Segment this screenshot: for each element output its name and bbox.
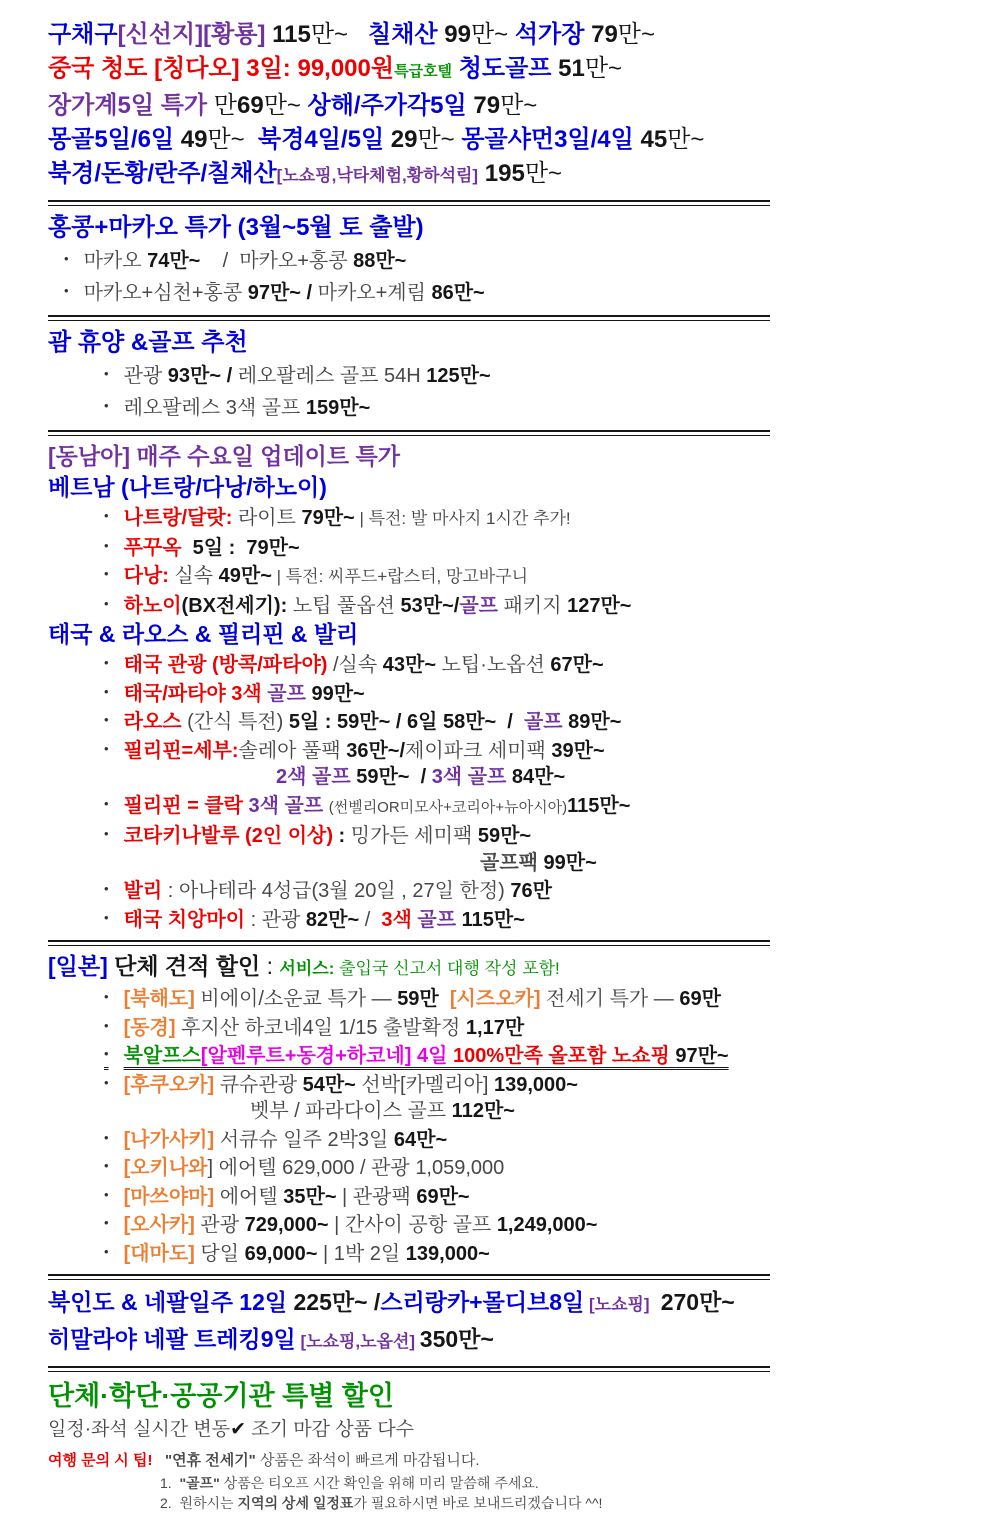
text-segment: 35만~ bbox=[283, 1185, 337, 1208]
bullet-icon: • bbox=[104, 712, 109, 727]
deal-line bbox=[48, 359, 992, 391]
text-segment: 몽골샤먼3일/4일 bbox=[454, 126, 634, 153]
text-segment: 67만~ bbox=[550, 654, 604, 676]
text-segment: : bbox=[162, 880, 179, 902]
text-segment: 일정·좌석 실시간 변동 bbox=[48, 1419, 231, 1440]
section-guam bbox=[48, 326, 992, 423]
text-segment: 상품은 티오프 시간 확인을 위해 미리 말씀해 주세요. bbox=[219, 1475, 539, 1491]
text-segment: 몽골5일/6일 bbox=[48, 126, 175, 153]
flyer-document bbox=[48, 18, 992, 1513]
text-segment: 53만~ bbox=[400, 594, 454, 617]
text-segment: 여행 문의 시 팁! bbox=[48, 1452, 153, 1469]
text-segment: 전세기 특가 — bbox=[540, 988, 680, 1010]
text-segment: 태국 치앙마이 bbox=[123, 908, 246, 931]
deal-line-continued bbox=[48, 1098, 992, 1125]
text-segment: 다낭: bbox=[123, 565, 169, 587]
bullet-icon: • bbox=[104, 909, 109, 925]
text-segment: 82만~ bbox=[305, 908, 360, 931]
text-segment: 홍콩+마카오 특가 (3월~5월 토 출발) bbox=[48, 214, 424, 241]
text-segment: 관광 bbox=[123, 365, 168, 387]
text-segment: 라오스 bbox=[123, 711, 182, 733]
section-divider bbox=[48, 940, 770, 946]
text-segment: 3색 bbox=[381, 908, 412, 931]
deal-line bbox=[48, 561, 992, 591]
bullet-icon: • bbox=[104, 826, 109, 841]
text-segment: 69 bbox=[236, 92, 264, 119]
text-segment: 69만~ bbox=[416, 1185, 470, 1208]
section-header bbox=[48, 472, 992, 503]
text-segment: [노쇼핑,노옵션] bbox=[295, 1332, 420, 1351]
text-segment: 만~ bbox=[617, 21, 655, 48]
text-segment: [마쓰야마] bbox=[123, 1185, 215, 1208]
deal-line bbox=[48, 276, 992, 308]
text-segment: 만~ bbox=[667, 126, 705, 153]
text-segment: 선박[카멜리아] bbox=[355, 1073, 494, 1096]
text-segment: [동남아] 매주 수요일 업데이트 특가 bbox=[48, 443, 400, 469]
bullet-icon: • bbox=[104, 683, 109, 699]
section-divider bbox=[48, 430, 770, 436]
text-segment: 지역의 상세 일정표 bbox=[237, 1495, 354, 1511]
bullet-icon: • bbox=[64, 251, 69, 266]
bullet-icon: • bbox=[104, 740, 109, 756]
text-segment: 195 bbox=[478, 160, 525, 187]
bullet-icon: • bbox=[64, 283, 69, 298]
text-segment: 마카오+심천+홍콩 bbox=[83, 282, 248, 304]
deal-line bbox=[48, 650, 992, 679]
text-segment: 79 bbox=[466, 92, 501, 119]
bullet-icon: • bbox=[104, 1158, 109, 1173]
section-divider bbox=[48, 1366, 770, 1372]
text-segment: 칠채산 bbox=[348, 21, 438, 48]
text-segment: [노쇼핑,낙타체험,황하석림] bbox=[276, 166, 479, 185]
text-segment: 가 필요하시면 바로 보내드리겠습니다 ^^! bbox=[353, 1495, 603, 1511]
text-segment: | 간사이 공항 골프 bbox=[328, 1214, 497, 1236]
text-segment: 97만~ / bbox=[247, 282, 318, 304]
deal-line bbox=[48, 679, 992, 708]
text-segment: [후쿠오카] bbox=[123, 1073, 215, 1096]
text-segment: 만~ bbox=[500, 92, 538, 119]
text-segment: 97만~ bbox=[675, 1045, 729, 1067]
text-segment: 밍가든 세미팩 bbox=[350, 825, 478, 847]
deal-line bbox=[48, 905, 992, 934]
bullet-icon: • bbox=[104, 566, 109, 581]
text-segment: 99만~ bbox=[311, 682, 365, 705]
text-segment: 139,000~ bbox=[405, 1242, 490, 1265]
text-segment: 729,000~ bbox=[244, 1214, 329, 1236]
section-header bbox=[48, 1377, 992, 1415]
deal-line bbox=[48, 503, 992, 533]
deal-line bbox=[48, 1125, 992, 1154]
tip-item bbox=[48, 1473, 992, 1493]
text-segment: 태국 & 라오스 & 필리핀 & 발리 bbox=[48, 621, 359, 647]
text-segment: 59만~ bbox=[356, 766, 410, 788]
deal-line bbox=[48, 89, 992, 123]
text-segment: 139,000~ bbox=[493, 1073, 578, 1096]
text-segment: 아나테라 4성급(3월 20일 , 27일 한정) bbox=[178, 880, 511, 902]
text-segment: [대마도] bbox=[123, 1242, 195, 1265]
text-segment: 단체·학단·공공기관 특별 할인 bbox=[48, 1381, 394, 1411]
text-segment: : bbox=[266, 953, 280, 979]
text-segment: 골프 bbox=[261, 682, 312, 705]
text-segment: 특급호텔 bbox=[394, 63, 453, 80]
text-segment: 비에이/소운쿄 특가 — bbox=[194, 988, 398, 1010]
text-segment: | 특전: 발 마사지 1시간 추가! bbox=[354, 509, 571, 528]
text-segment: 후지산 하코네4일 1/15 출발확정 bbox=[175, 1016, 466, 1039]
text-segment: 112만~ bbox=[451, 1100, 515, 1122]
text-segment: 59만~ bbox=[477, 825, 532, 847]
deal-line bbox=[48, 533, 992, 562]
section-divider bbox=[48, 200, 770, 206]
bullet-icon: • bbox=[104, 795, 109, 811]
text-segment: 만~ bbox=[207, 126, 245, 153]
text-segment: 만~ bbox=[310, 21, 349, 48]
bullet-icon: • bbox=[104, 366, 109, 381]
text-segment: [노쇼핑] bbox=[584, 1295, 655, 1314]
text-segment: 레오팔레스 3색 골프 bbox=[123, 397, 306, 419]
text-segment: 3색 골프 bbox=[431, 766, 512, 788]
text-segment: 36만~ bbox=[346, 739, 400, 762]
text-segment: 북알프스 bbox=[123, 1045, 201, 1067]
deal-line bbox=[48, 18, 992, 52]
text-segment: 99만~ bbox=[543, 851, 597, 874]
text-segment: / bbox=[409, 766, 432, 788]
bullet-icon: • bbox=[104, 655, 109, 670]
bullet-icon: • bbox=[104, 508, 109, 523]
section-divider bbox=[48, 315, 770, 321]
deal-line bbox=[48, 123, 992, 157]
text-segment: 59만 bbox=[397, 988, 439, 1010]
text-segment: 49만~ bbox=[218, 565, 272, 587]
text-segment: 라이트 bbox=[232, 507, 302, 529]
text-segment: 79 bbox=[584, 21, 618, 48]
text-segment: | 특전: 씨푸드+랍스터, 망고바구니 bbox=[271, 567, 529, 586]
text-segment bbox=[439, 988, 450, 1010]
deal-line bbox=[48, 984, 992, 1013]
text-segment: | 관광팩 bbox=[336, 1185, 417, 1208]
text-segment: 필리핀 = 클락 bbox=[123, 794, 249, 817]
text-segment: 89만~ bbox=[562, 711, 622, 733]
text-segment: 푸꾸옥 bbox=[123, 536, 182, 559]
section-header bbox=[48, 619, 992, 650]
deal-line bbox=[48, 1285, 992, 1322]
text-segment: : 관광 bbox=[245, 908, 306, 931]
text-segment: 159만~ bbox=[305, 397, 371, 419]
text-segment: 구채구 bbox=[48, 21, 118, 48]
text-segment: 마카오+계림 bbox=[317, 282, 432, 304]
text-segment: 중국 청도 [칭다오] 3일: 99,000원 bbox=[48, 55, 395, 82]
text-segment: 125만~ bbox=[426, 365, 491, 387]
text-segment: 북경4일/5일 bbox=[244, 126, 385, 153]
text-segment: 관광 bbox=[194, 1214, 245, 1236]
text-segment: 태국 관광 (방콕/파타야) bbox=[123, 654, 328, 676]
deal-line bbox=[48, 1070, 992, 1099]
text-segment: 1. bbox=[160, 1475, 180, 1491]
text-segment: 79만~ bbox=[301, 507, 355, 529]
text-segment: 노팁·노옵션 bbox=[436, 654, 551, 676]
text-segment: 1,17만 bbox=[465, 1016, 525, 1039]
text-segment: 골프 bbox=[459, 594, 498, 617]
text-segment: 석가장 bbox=[508, 21, 585, 48]
deal-line bbox=[48, 1041, 992, 1070]
text-segment: [동경] bbox=[123, 1016, 176, 1039]
text-segment: 69만 bbox=[679, 988, 721, 1010]
text-segment: 270만~ bbox=[654, 1289, 735, 1315]
section-header bbox=[48, 211, 992, 244]
section-china-mongolia-deals bbox=[48, 18, 992, 193]
text-segment: 당일 bbox=[194, 1242, 245, 1265]
text-segment: 만~ bbox=[417, 126, 455, 153]
text-segment: 패키지 bbox=[498, 594, 568, 617]
text-segment: 레오팔레스 골프 54H bbox=[237, 365, 427, 387]
deal-line-continued bbox=[48, 764, 992, 791]
text-segment: [북해도] bbox=[123, 988, 195, 1010]
text-segment: 골프 bbox=[523, 711, 563, 733]
text-segment: 127만~ bbox=[567, 594, 632, 617]
text-segment: [일본] bbox=[48, 953, 108, 979]
section-india-nepal bbox=[48, 1285, 992, 1359]
section-hongkong-macau bbox=[48, 211, 992, 308]
text-segment: 장가계5일 특가 bbox=[48, 92, 208, 119]
text-segment: 만~ bbox=[470, 21, 509, 48]
deal-line bbox=[48, 1182, 992, 1211]
bullet-icon: • bbox=[104, 398, 109, 413]
text-segment: 5일 : 59만~ / 6일 58만~ / bbox=[288, 711, 524, 733]
subtitle-line bbox=[48, 1415, 992, 1444]
text-segment: 북인도 & 네팔일주 12일 bbox=[48, 1289, 288, 1315]
text-segment: / bbox=[399, 739, 406, 762]
text-segment: 발리 bbox=[123, 880, 163, 902]
text-segment: 북경/돈황/란주/칠채산 bbox=[48, 160, 277, 187]
text-segment: 원하시는 bbox=[179, 1495, 238, 1511]
text-segment: 115만~ bbox=[461, 908, 525, 931]
text-segment: ] bbox=[207, 1157, 214, 1179]
text-segment: : bbox=[333, 825, 351, 847]
text-segment: 골프팩 bbox=[480, 851, 544, 874]
text-segment: 조기 마감 상품 다수 bbox=[246, 1419, 414, 1440]
text-segment: 단체 견적 할인 bbox=[107, 953, 267, 979]
text-segment: 2. bbox=[160, 1495, 180, 1511]
text-segment: 49 bbox=[174, 126, 208, 153]
text-segment: / bbox=[453, 594, 460, 617]
bullet-icon: • bbox=[104, 989, 109, 1004]
text-segment: 하노이 bbox=[123, 594, 182, 617]
text-segment: 88만~ bbox=[353, 250, 407, 272]
text-segment: 노팁 풀옵션 bbox=[287, 594, 401, 617]
text-segment: [시즈오카] bbox=[449, 988, 541, 1010]
text-segment: 51 bbox=[551, 55, 585, 82]
section-southeast-asia bbox=[48, 441, 992, 933]
text-segment: (간식 특전) bbox=[181, 711, 289, 733]
text-segment: 만~ bbox=[263, 92, 301, 119]
tip-item bbox=[48, 1493, 992, 1513]
text-segment: 76만 bbox=[510, 880, 552, 902]
text-segment: 솔레아 풀팩 bbox=[238, 739, 347, 762]
text-segment: [알펜루트+동경+하코네] 4일 bbox=[200, 1045, 453, 1067]
text-segment: 69,000~ bbox=[244, 1242, 318, 1265]
bullet-icon: • bbox=[104, 537, 109, 553]
text-segment: 100%만족 올포함 노쇼핑 bbox=[452, 1045, 676, 1067]
text-segment: "골프" bbox=[179, 1475, 220, 1491]
text-segment: 만~ bbox=[524, 160, 563, 187]
deal-line bbox=[48, 1013, 992, 1042]
text-segment: [신선지][황룡] bbox=[117, 21, 266, 48]
deal-line-continued bbox=[48, 850, 992, 877]
bullet-icon: • bbox=[104, 1186, 109, 1202]
text-segment: 2색 골프 bbox=[276, 766, 357, 788]
bullet-icon: • bbox=[104, 1215, 109, 1230]
text-segment: 큐슈관광 bbox=[214, 1073, 303, 1096]
deal-line bbox=[48, 1210, 992, 1239]
text-segment: 225만~ bbox=[287, 1289, 368, 1315]
bullet-icon: • bbox=[104, 1046, 109, 1061]
text-segment: 115만~ bbox=[567, 794, 631, 817]
text-segment: 코타키나발루 (2인 이상) bbox=[123, 825, 333, 847]
text-segment: 43만~ bbox=[382, 654, 436, 676]
text-segment: 1,249,000~ bbox=[496, 1214, 598, 1236]
text-segment: [오키나와 bbox=[123, 1157, 208, 1179]
text-segment: 39만~ bbox=[551, 739, 605, 762]
text-segment: 상해/주가각5일 bbox=[300, 92, 467, 119]
deal-line bbox=[48, 707, 992, 736]
text-segment: 필리핀=세부: bbox=[123, 739, 239, 762]
text-segment: 만 bbox=[207, 92, 237, 119]
text-segment: 상품은 좌석이 빠르게 마감됩니다. bbox=[255, 1452, 480, 1469]
deal-line bbox=[48, 1153, 992, 1182]
text-segment: / bbox=[367, 1289, 381, 1315]
section-header bbox=[48, 441, 992, 472]
section-japan bbox=[48, 951, 992, 1267]
deal-line bbox=[48, 821, 992, 850]
bullet-icon: • bbox=[104, 1074, 109, 1090]
text-segment: 마카오 bbox=[83, 250, 148, 272]
text-segment: 베트남 (나트랑/다낭/하노이) bbox=[48, 474, 327, 500]
bullet-icon: • bbox=[104, 881, 109, 896]
deal-line bbox=[48, 1322, 992, 1359]
text-segment: 골프 bbox=[411, 908, 462, 931]
text-segment: 괌 휴양 &골프 추천 bbox=[48, 329, 248, 356]
text-segment: 태국/파타야 3색 bbox=[123, 682, 262, 705]
text-segment: 제이파크 세미팩 bbox=[405, 739, 552, 762]
text-segment: (썬벨리OR미모사+코리아+뉴아시아) bbox=[328, 798, 568, 816]
deal-line bbox=[48, 391, 992, 423]
text-segment: 350만~ bbox=[419, 1326, 494, 1352]
section-group-discount bbox=[48, 1377, 992, 1513]
deal-line bbox=[48, 157, 992, 193]
text-segment: 스리랑카+몰디브8일 bbox=[380, 1289, 585, 1315]
text-segment: 서큐슈 일주 2박3일 bbox=[214, 1128, 394, 1151]
deal-line bbox=[48, 791, 992, 822]
deal-line bbox=[48, 1239, 992, 1268]
text-segment: 히말라야 네팔 트레킹9일 bbox=[48, 1326, 296, 1352]
tip-line bbox=[48, 1448, 992, 1473]
bullet-icon: • bbox=[104, 1243, 109, 1259]
section-header bbox=[48, 326, 992, 359]
text-segment: 45 bbox=[633, 126, 668, 153]
text-segment: 출입국 신고서 대행 작성 포함! bbox=[334, 959, 560, 978]
text-segment: 3색 골프 bbox=[248, 794, 329, 817]
text-segment: 29 bbox=[384, 126, 418, 153]
text-segment: /실속 bbox=[327, 654, 383, 676]
deal-line bbox=[48, 244, 992, 276]
text-segment: 93만~ bbox=[167, 365, 222, 387]
text-segment: | 1박 2일 bbox=[317, 1242, 406, 1265]
text-segment: 86만~ bbox=[431, 282, 485, 304]
text-segment: / bbox=[221, 365, 238, 387]
text-segment: 나트랑/달랏: bbox=[123, 507, 233, 529]
text-segment: / 마카오+홍콩 bbox=[200, 250, 354, 272]
text-segment: 84만~ bbox=[511, 766, 566, 788]
section-header bbox=[48, 951, 992, 984]
text-segment: 실속 bbox=[168, 565, 219, 587]
text-segment: "연휴 전세기" bbox=[152, 1452, 256, 1469]
deal-line bbox=[48, 876, 992, 905]
text-segment: 54만~ bbox=[302, 1073, 356, 1096]
text-segment: 74만~ bbox=[147, 250, 201, 272]
text-segment: 만~ bbox=[584, 55, 623, 82]
text-segment: 99 bbox=[437, 21, 471, 48]
deal-line bbox=[48, 736, 992, 765]
text-segment: ✔ bbox=[230, 1419, 246, 1440]
text-segment: / bbox=[359, 908, 382, 931]
text-segment: [나가사키] bbox=[123, 1128, 215, 1151]
deal-line bbox=[48, 52, 992, 89]
text-segment: 64만~ bbox=[393, 1128, 448, 1151]
bullet-icon: • bbox=[104, 1129, 109, 1145]
text-segment: 벳부 / 파라다이스 골프 bbox=[250, 1100, 452, 1122]
text-segment: 에어텔 629,000 / 관광 1,059,000 bbox=[213, 1157, 505, 1179]
deal-line bbox=[48, 591, 992, 620]
bullet-icon: • bbox=[104, 595, 109, 611]
bullet-icon: • bbox=[104, 1017, 109, 1033]
text-segment: 115 bbox=[265, 21, 311, 48]
text-segment: 에어텔 bbox=[214, 1185, 284, 1208]
text-segment: 5일 : 79만~ bbox=[181, 536, 300, 559]
text-segment: 청도골프 bbox=[452, 55, 552, 82]
text-segment: (BX전세기): bbox=[181, 594, 288, 617]
section-divider bbox=[48, 1274, 770, 1280]
text-segment: [오사카] bbox=[123, 1214, 195, 1236]
text-segment: 서비스: bbox=[279, 959, 335, 978]
